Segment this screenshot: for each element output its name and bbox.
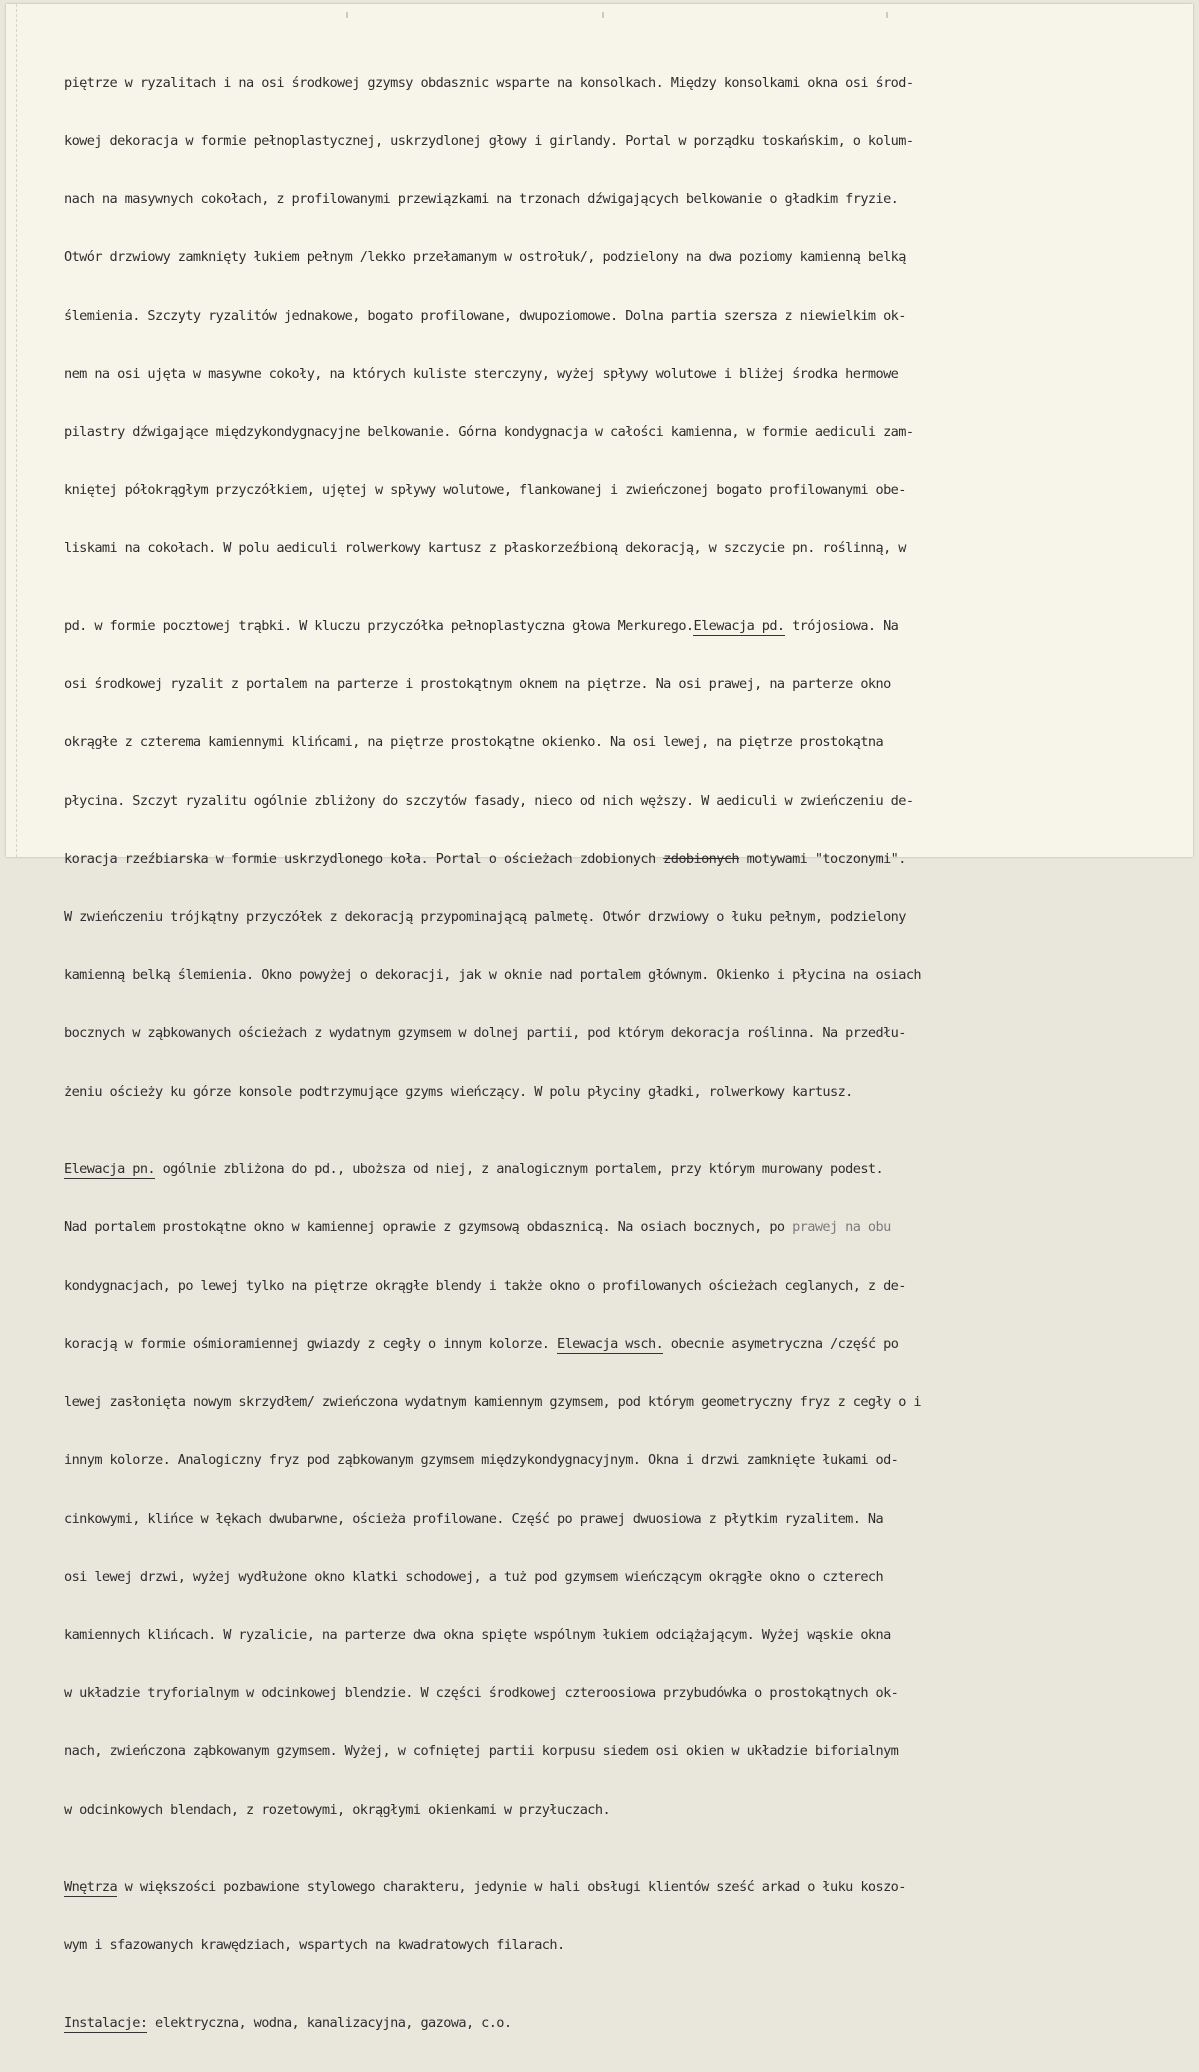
- text-run: koracją w formie ośmioramiennej gwiazdy z cegły o innym kolorze.: [64, 1335, 557, 1352]
- sheet-edge: [16, 4, 17, 857]
- text-line: okrągłe z czterema kamiennymi klińcami, na piętrze prostokątne okienko. Na osi lewej, na piętrze prostokątna: [64, 734, 884, 751]
- text-line: pilastry dźwigające międzykondygnacyjne belkowanie. Górna kondygnacja w całości kamienna, w formie aediculi zam-: [64, 424, 914, 441]
- heading-elewacja-wsch: Elewacja wsch.: [556, 1335, 664, 1352]
- text-line: kamienną belką ślemienia. Okno powyżej o dekoracji, jak w oknie nad portalem głównym. Okienko i płycina na osiach: [64, 967, 922, 984]
- text-line: [64, 1335, 1184, 1354]
- text-line: kowej dekoracja w formie pełnoplastycznej, uskrzydlonej głowy i girlandy. Portal w porządku toskańskim, o kolum-: [64, 133, 914, 150]
- text-line: [64, 2014, 1184, 2033]
- heading-instalacje: Instalacje:: [64, 2014, 148, 2031]
- text-line: nach, zwieńczona ząbkowanym gzymsem. Wyżej, w cofniętej partii korpusu siedem osi okien w układzie biforialnym: [64, 1743, 899, 1760]
- text-line: w odcinkowych blendach, z rozetowymi, okrągłymi okienkami w przyłuczach.: [64, 1801, 611, 1818]
- text-line: bocznych w ząbkowanych ościeżach z wydatnym gzymsem w dolnej partii, pod którym dekoracja roślinna. Na przedłu-: [64, 1025, 906, 1042]
- text-line: nem na osi ujęta w masywne cokoły, na których kuliste sterczyny, wyżej spływy wolutowe i bliżej środka hermowe: [64, 365, 899, 382]
- text-run: koracja rzeźbiarska w formie uskrzydlonego koła. Portal o ościeżach zdobionych: [64, 850, 664, 867]
- text-line: kniętej półokrągłym przyczółkiem, ujętej w spływy wolutowe, flankowanej i zwieńczonej bogato profilowanymi obe-: [64, 482, 906, 499]
- text-line: nach na masywnych cokołach, z profilowanymi przewiązkami na trzonach dźwigających belkowanie o gładkim fryzie.: [64, 191, 899, 208]
- text-line: W zwieńczeniu trójkątny przyczółek z dekoracją przypominającą palmetę. Otwór drzwiowy o łuku pełnym, podzielony: [64, 909, 906, 926]
- text-line: w układzie tryforialnym w odcinkowej blendzie. W części środkowej czteroosiowa przybudówka o prostokątnych ok-: [64, 1685, 899, 1702]
- struck-word: zdobionych: [663, 850, 739, 867]
- text-run: motywami "toczonymi".: [739, 850, 906, 867]
- text-line: [64, 617, 1184, 636]
- text-line: żeniu ościeży ku górze konsole podtrzymujące gzyms wieńczący. W polu płyciny gładki, rolwerkowy kartusz.: [64, 1083, 853, 1100]
- text-line: [64, 1160, 1184, 1179]
- text-run: obecnie asymetryczna /część po: [663, 1335, 899, 1352]
- text-line: [64, 1878, 1184, 1897]
- typewritten-text: [64, 35, 1184, 2072]
- registration-mark: [886, 12, 888, 18]
- text-line: liskami na cokołach. W polu aediculi rolwerkowy kartusz z płaskorzeźbioną dekoracją, w szczycie pn. roślinną, w: [64, 540, 906, 557]
- registration-mark: [346, 12, 348, 18]
- registration-mark: [602, 12, 604, 18]
- text-line: [64, 1218, 1184, 1237]
- text-line: innym kolorze. Analogiczny fryz pod ząbkowanym gzymsem międzykondygnacyjnym. Okna i drzwi zamknięte łukami od-: [64, 1452, 899, 1469]
- text-line: osi lewej drzwi, wyżej wydłużone okno klatki schodowej, a tuż pod gzymsem wieńczącym okrągłe okno o czterech: [64, 1568, 884, 1585]
- text-run: elektryczna, wodna, kanalizacyjna, gazowa, c.o.: [147, 2014, 512, 2031]
- text-line: ślemienia. Szczyty ryzalitów jednakowe, bogato profilowane, dwupoziomowe. Dolna partia szersza z niewielkim ok-: [64, 307, 906, 324]
- text-line: lewej zasłonięta nowym skrzydłem/ zwieńczona wydatnym kamiennym gzymsem, pod którym geometryczny fryz z cegły o i: [64, 1394, 922, 1411]
- text-run: w większości pozbawione stylowego charakteru, jedynie w hali obsługi klientów sześć arkad o łuku koszo-: [117, 1879, 906, 1896]
- text-line: cinkowymi, klińce w łękach dwubarwne, ościeża profilowane. Część po prawej dwuosiowa z płytkim ryzalitem. Na: [64, 1510, 884, 1527]
- pencil-annotation: prawej na obu: [792, 1219, 891, 1236]
- heading-wnetrza: Wnętrza: [64, 1879, 118, 1896]
- text-line: Otwór drzwiowy zamknięty łukiem pełnym /lekko przełamanym w ostrołuk/, podzielony na dwa poziomy kamienną belką: [64, 249, 906, 266]
- text-line: kamiennych klińcach. W ryzalicie, na parterze dwa okna spięte wspólnym łukiem odciążającym. Wyżej wąskie okna: [64, 1626, 891, 1643]
- text-run: trójosiowa. Na: [784, 618, 899, 635]
- text-line: [64, 850, 1184, 869]
- text-line: płycina. Szczyt ryzalitu ogólnie zbliżony do szczytów fasady, nieco od nich węższy. W aediculi w zwieńczeniu de-: [64, 792, 914, 809]
- text-line: osi środkowej ryzalit z portalem na parterze i prostokątnym oknem na piętrze. Na osi prawej, na parterze okno: [64, 676, 891, 693]
- text-line: wym i sfazowanych krawędziach, wspartych na kwadratowych filarach.: [64, 1937, 565, 1954]
- text-run: ogólnie zbliżona do pd., uboższa od niej, z analogicznym portalem, przy którym murowany podest.: [155, 1161, 884, 1178]
- text-line: kondygnacjach, po lewej tylko na piętrze okrągłe blendy i także okno o profilowanych ościeżach ceglanych, z de-: [64, 1277, 906, 1294]
- text-run: pd. w formie pocztowej trąbki. W kluczu przyczółka pełnoplastyczna głowa Merkurego.: [64, 618, 694, 635]
- heading-elewacja-pn: Elewacja pn.: [64, 1161, 156, 1178]
- heading-elewacja-pd: Elewacja pd.: [693, 618, 785, 635]
- paper-sheet: [6, 4, 1193, 2031]
- text-run: Nad portalem prostokątne okno w kamiennej oprawie z gzymsową obdasznicą. Na osiach bocznych, po: [64, 1219, 793, 1236]
- text-line: piętrze w ryzalitach i na osi środkowej gzymsy obdasznic wsparte na konsolkach. Między konsolkami okna osi środ-: [64, 74, 914, 91]
